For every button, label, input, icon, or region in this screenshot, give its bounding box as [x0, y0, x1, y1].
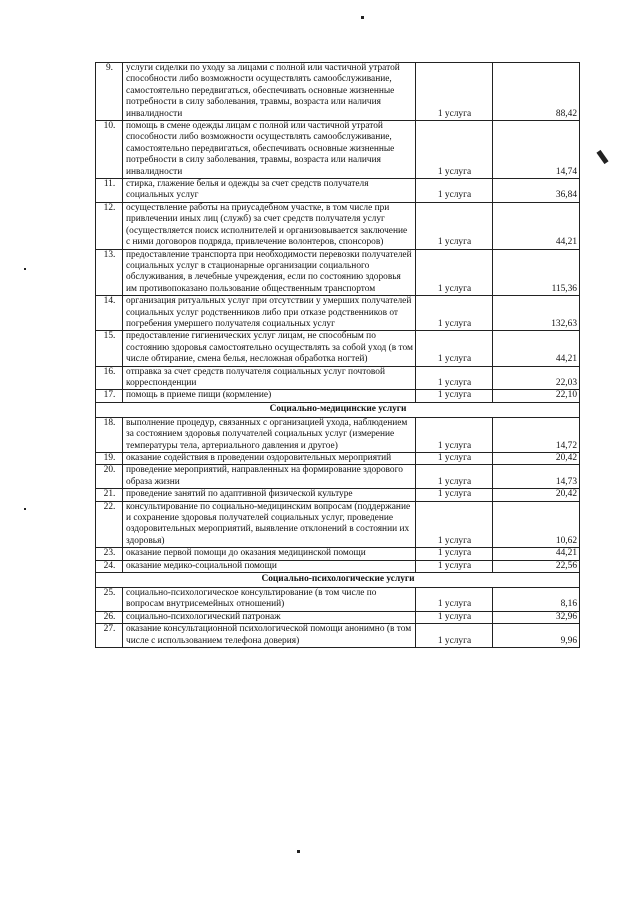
service-price: 20,42: [493, 489, 580, 501]
service-price: 22,03: [493, 366, 580, 390]
service-price: 14,74: [493, 121, 580, 179]
services-price-table: [95, 62, 580, 648]
service-price: 22,56: [493, 560, 580, 572]
table-row: [96, 588, 580, 612]
row-number: 13.: [96, 249, 123, 296]
row-number: 27.: [96, 624, 123, 648]
scan-speck: [24, 268, 26, 270]
table-row: [96, 560, 580, 572]
service-unit: 1 услуга: [416, 453, 493, 465]
table-row: [96, 489, 580, 501]
service-name: оказание консультационной психологической помощи анонимно (в том числе с использованием телефона доверия): [123, 624, 416, 648]
service-unit: 1 услуга: [416, 179, 493, 203]
service-price: 14,72: [493, 417, 580, 452]
service-price: 14,73: [493, 465, 580, 489]
service-name: социально-психологическое консультирование (в том числе по вопросам внутрисемейных отношений): [123, 588, 416, 612]
service-price: 132,63: [493, 296, 580, 331]
table-row: [96, 179, 580, 203]
service-price: 115,36: [493, 249, 580, 296]
service-price: 8,16: [493, 588, 580, 612]
service-unit: 1 услуга: [416, 624, 493, 648]
service-unit: 1 услуга: [416, 249, 493, 296]
row-number: 25.: [96, 588, 123, 612]
scan-speck: [24, 508, 26, 510]
service-name: организация ритуальных услуг при отсутствии у умерших получателей социальных услуг родственников либо при отказе родственников от погребения умершего получателя социальных услуг: [123, 296, 416, 331]
row-number: 15.: [96, 331, 123, 366]
row-number: 19.: [96, 453, 123, 465]
table-row: [96, 548, 580, 560]
row-number: 12.: [96, 202, 123, 249]
table-row: [96, 624, 580, 648]
row-number: 22.: [96, 501, 123, 548]
table-row: [96, 202, 580, 249]
service-unit: 1 услуга: [416, 390, 493, 402]
service-unit: 1 услуга: [416, 63, 493, 121]
service-price: 20,42: [493, 453, 580, 465]
row-number: 9.: [96, 63, 123, 121]
table-row: [96, 296, 580, 331]
service-price: 9,96: [493, 624, 580, 648]
row-number: 24.: [96, 560, 123, 572]
scan-speck: [297, 850, 300, 853]
row-number: 20.: [96, 465, 123, 489]
service-name: оказание первой помощи до оказания медицинской помощи: [123, 548, 416, 560]
service-price: 44,21: [493, 331, 580, 366]
service-name: предоставление транспорта при необходимости перевозки получателей социальных услуг в стационарные организации социального обслуживания, в лечебные учреждения, если по состоянию здоровья им противопоказано пользование общественным транспортом: [123, 249, 416, 296]
service-unit: 1 услуга: [416, 588, 493, 612]
service-name: проведение мероприятий, направленных на формирование здорового образа жизни: [123, 465, 416, 489]
row-number: 10.: [96, 121, 123, 179]
service-name: услуги сиделки по уходу за лицами с полной или частичной утратой способности либо возможности осуществлять самообслуживание, самостоятельно передвигаться, обеспечивать основные жизненные потребности в силу заболевания, травмы, возраста или наличия инвалидности: [123, 63, 416, 121]
service-name: оказание содействия в проведении оздоровительных мероприятий: [123, 453, 416, 465]
service-unit: 1 услуга: [416, 296, 493, 331]
service-price: 88,42: [493, 63, 580, 121]
row-number: 16.: [96, 366, 123, 390]
row-number: 23.: [96, 548, 123, 560]
row-number: 14.: [96, 296, 123, 331]
service-name: помощь в смене одежды лицам с полной или частичной утратой способности либо возможности осуществлять самообслуживание, самостоятельно передвигаться, обеспечивать основные жизненные потребности в силу заболевания, травмы, возраста или наличия инвалидности: [123, 121, 416, 179]
section-heading-row: [96, 402, 580, 417]
table-row: [96, 465, 580, 489]
row-number: 18.: [96, 417, 123, 452]
service-price: 32,96: [493, 611, 580, 623]
service-unit: 1 услуга: [416, 489, 493, 501]
service-price: 36,84: [493, 179, 580, 203]
service-name: выполнение процедур, связанных с организацией ухода, наблюдением за состоянием здоровья получателей социальных услуг (измерение температуры тела, артериального давления и другое): [123, 417, 416, 452]
table-row: [96, 249, 580, 296]
table-row: [96, 611, 580, 623]
service-unit: 1 услуга: [416, 465, 493, 489]
service-price: 44,21: [493, 548, 580, 560]
service-unit: 1 услуга: [416, 121, 493, 179]
service-name: стирка, глажение белья и одежды за счет средств получателя социальных услуг: [123, 179, 416, 203]
section-heading: Социально-медицинские услуги: [96, 402, 580, 417]
service-unit: 1 услуга: [416, 548, 493, 560]
service-name: отправка за счет средств получателя социальных услуг почтовой корреспонденции: [123, 366, 416, 390]
service-unit: 1 услуга: [416, 560, 493, 572]
service-name: проведение занятий по адаптивной физической культуре: [123, 489, 416, 501]
service-name: помощь в приеме пищи (кормление): [123, 390, 416, 402]
service-price: 22,10: [493, 390, 580, 402]
row-number: 11.: [96, 179, 123, 203]
service-name: оказание медико-социальной помощи: [123, 560, 416, 572]
section-heading: Социально-психологические услуги: [96, 573, 580, 588]
service-unit: 1 услуга: [416, 611, 493, 623]
table-row: [96, 417, 580, 452]
table-row: [96, 390, 580, 402]
table-row: [96, 501, 580, 548]
service-name: консультирование по социально-медицинским вопросам (поддержание и сохранение здоровья получателей социальных услуг, проведение оздоровительных мероприятий, выявление отклонений в состоянии их здоровья): [123, 501, 416, 548]
service-unit: 1 услуга: [416, 501, 493, 548]
service-price: 44,21: [493, 202, 580, 249]
table-row: [96, 366, 580, 390]
section-heading-row: [96, 573, 580, 588]
service-name: осуществление работы на приусадебном участке, в том числе при привлечении иных лиц (служб) за счет средств получателя услуг (осуществляется поиск исполнителей и организовывается заключение с ними договоров подряда, привлечение волонтеров, спонсоров): [123, 202, 416, 249]
service-name: предоставление гигиенических услуг лицам, не способным по состоянию здоровья самостоятельно осуществлять за собой уход (в том числе обтирание, смена белья, несложная обработка ногтей): [123, 331, 416, 366]
service-name: социально-психологический патронаж: [123, 611, 416, 623]
scan-speck: [361, 16, 364, 19]
service-unit: 1 услуга: [416, 331, 493, 366]
row-number: 17.: [96, 390, 123, 402]
row-number: 26.: [96, 611, 123, 623]
row-number: 21.: [96, 489, 123, 501]
table-row: [96, 453, 580, 465]
service-unit: 1 услуга: [416, 366, 493, 390]
table-row: [96, 63, 580, 121]
scan-speck: [596, 150, 608, 164]
service-price: 10,62: [493, 501, 580, 548]
service-unit: 1 услуга: [416, 202, 493, 249]
table-row: [96, 121, 580, 179]
table-row: [96, 331, 580, 366]
service-unit: 1 услуга: [416, 417, 493, 452]
